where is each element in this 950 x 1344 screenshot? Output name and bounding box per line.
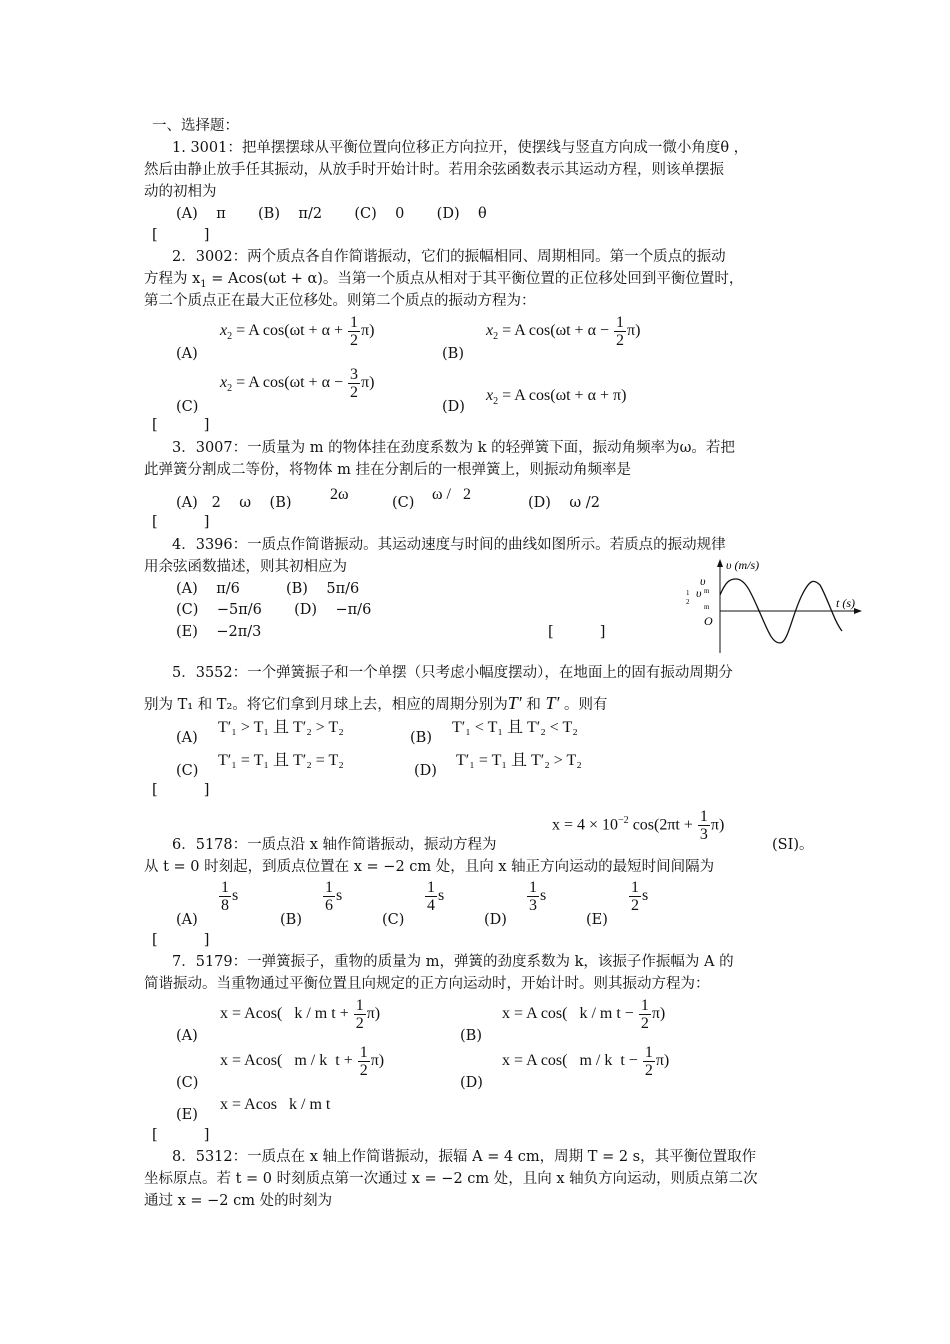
q4-line-2: 用余弦函数描述，则其初相应为 xyxy=(144,559,347,575)
q5-label-a: (A) xyxy=(176,730,198,746)
q3-line-2: 此弹簧分割成二等份，将物体 m 挂在分割后的一根弹簧上，则振动角频率是 xyxy=(144,462,631,478)
q2-answer-bracket: [ ] xyxy=(152,417,210,433)
q2-line-2: 方程为 $x_1 = Acos(\omega t + \alpha)$。当第一个质点从相对于其平衡位置的正位移处回到平衡位置时， xyxy=(144,271,744,290)
q8-line-3: 通过 x = −2 cm 处的时刻为 xyxy=(144,1193,333,1209)
q4-options-row-1: (A) π/6 (B) 5π/6 xyxy=(176,581,360,597)
q6-option-label: (C) xyxy=(382,912,405,928)
q6-option-label: (B) xyxy=(280,912,302,928)
q4-options-row-2: (C) −5π/6 (D) −π/6 xyxy=(176,602,372,618)
q2-line-1: 2．3002：两个质点各自作简谐振动，它们的振幅相同、周期相同。第一个质点的振动 xyxy=(172,249,726,265)
q2-equation-b: $x_2 = A$ cos(ωt + α − $\frac{1}{2}$ π) xyxy=(486,313,641,349)
q5-option-a: T′₁ > T₁ 且 T′₂ > T₂ xyxy=(218,719,344,736)
q5-label-b: (B) xyxy=(410,730,432,746)
q1-options: (A) π (B) π/2 (C) 0 (D) θ xyxy=(176,206,487,222)
q5-option-b: T′₁ < T₁ 且 T′₂ < T₂ xyxy=(452,719,578,736)
q8-line-1: 8．5312：一质点在 x 轴上作简谐振动，振辐 A = 4 cm，周期 T = 2 s，其平衡位置取作 xyxy=(172,1149,757,1165)
q6-option-value: $\frac{1}{3}$ s xyxy=(529,878,547,914)
q5-line-2: 别为 T₁ 和 T₂。将它们拿到月球上去，相应的周期分别为T′ 和 T′ 。则有 xyxy=(144,693,608,713)
q1-line-1: 1. 3001：把单摆摆球从平衡位置向位移正方向拉开，使摆线与竖直方向成一微小角度θ ， xyxy=(172,140,749,156)
q7-label-a: (A) xyxy=(176,1028,198,1044)
q3-option-a-b: (A) 2 ω (B) xyxy=(176,495,292,511)
q2-equation-c: $x_2 = A$ cos(ωt + α − $\frac{3}{2}$ π) xyxy=(220,365,375,401)
q6-option-label: (E) xyxy=(586,912,608,928)
q1-answer-bracket: [ ] xyxy=(152,227,210,243)
q3-option-c-value: ω / 2 xyxy=(432,486,471,503)
q7-label-c: (C) xyxy=(176,1075,199,1091)
graph-v-sub-m: m xyxy=(704,587,710,595)
q3-line-1: 3．3007：一质量为 m 的物体挂在劲度系数为 k 的轻弹簧下面，振动角频率为ω。若把 xyxy=(172,440,735,456)
q5-option-d: T′₁ = T₁ 且 T′₂ > T₂ xyxy=(456,752,582,769)
q4-line-1: 4．3396：一质点作简谐振动。其运动速度与时间的曲线如图所示。若质点的振动规律 xyxy=(172,537,726,553)
q6-option-label: (A) xyxy=(176,912,198,928)
section-title: 一、选择题： xyxy=(152,118,239,134)
q7-line-2: 简谐振动。当重物通过平衡位置且向规定的正方向运动时，开始计时。则其振动方程为： xyxy=(144,976,710,992)
q3-answer-bracket: [ ] xyxy=(152,514,210,530)
graph-v-max-label: υ xyxy=(700,574,706,588)
graph-v-axis-arrow xyxy=(717,559,723,567)
q3-label-c: (C) xyxy=(392,495,415,511)
q6-option-value: $\frac{1}{4}$ s xyxy=(427,878,445,914)
q6-si-unit: (SI)。 xyxy=(772,837,814,853)
q5-label-c: (C) xyxy=(176,763,199,779)
q7-label-b: (B) xyxy=(460,1028,482,1044)
q5-option-c: T′₁ = T₁ 且 T′₂ = T₂ xyxy=(218,752,344,769)
q5-answer-bracket: [ ] xyxy=(152,782,210,798)
q2-label-d: (D) xyxy=(442,399,465,415)
q7-label-e: (E) xyxy=(176,1107,198,1123)
q7-equation-c: x = Acos( m / k t + $\frac{1}{2}$ π) xyxy=(220,1043,385,1079)
q2-label-a: (A) xyxy=(176,346,198,362)
q6-equation: $x = 4 \times 10^{-2}$ cos(2πt + $\frac{1}{3}$ π) xyxy=(552,808,725,844)
q7-equation-e: x = Acos k / m t xyxy=(220,1096,331,1113)
q6-line-2: 从 t = 0 时刻起，到质点位置在 x = −2 cm 处，且向 x 轴正方向运动的最短时间间隔为 xyxy=(144,859,715,875)
q1-line-2: 然后由静止放手任其振动，从放手时开始计时。若用余弦函数表示其运动方程，则该单摆振 xyxy=(144,162,724,178)
q7-line-1: 7．5179：一弹簧振子，重物的质量为 m，弹簧的劲度系数为 k，该振子作振幅为 A 的 xyxy=(172,954,734,970)
q2-equation-a: $x_2 = A$ cos(ωt + α + $\frac{1}{2}$ π) xyxy=(220,313,375,349)
graph-t-axis-label: t (s) xyxy=(836,596,855,610)
q7-equation-b: x = A cos( k / m t − $\frac{1}{2}$ π) xyxy=(502,996,666,1032)
q4-options-row-3: (E) −2π/3 xyxy=(176,624,262,640)
q2-label-b: (B) xyxy=(442,346,464,362)
q6-option-value: $\frac{1}{2}$ s xyxy=(631,878,649,914)
q6-option-value: $\frac{1}{6}$ s xyxy=(325,878,343,914)
q6-option-value: $\frac{1}{8}$ s xyxy=(221,878,239,914)
q8-line-2: 坐标原点。若 t = 0 时刻质点第一次通过 x = −2 cm 处，且向 x 轴负方向运动，则质点第二次 xyxy=(144,1171,758,1187)
graph-origin-label: O xyxy=(704,614,713,628)
q7-answer-bracket: [ ] xyxy=(152,1127,210,1143)
q2-label-c: (C) xyxy=(176,399,199,415)
velocity-time-graph xyxy=(680,555,870,655)
graph-half-denominator: 2 xyxy=(686,598,690,606)
q1-line-3: 动的初相为 xyxy=(144,184,217,200)
graph-half-numerator: 1 xyxy=(686,589,690,597)
q6-line-1: 6．5178：一质点沿 x 轴作简谐振动，振动方程为 xyxy=(172,837,497,853)
q2-line-3: 第二个质点正在最大正位移处。则第二个质点的振动方程为： xyxy=(144,293,536,309)
graph-t-axis-arrow xyxy=(854,608,862,614)
q5-label-d: (D) xyxy=(414,763,437,779)
q7-equation-a: x = Acos( k / m t + $\frac{1}{2}$ π) xyxy=(220,996,381,1032)
graph-v-axis-label: υ (m/s) xyxy=(726,558,760,572)
graph-v-sub-m-2: m xyxy=(704,603,710,611)
q3-option-b-value: 2ω xyxy=(330,486,349,503)
q2-equation-d: $x_2 = A$ cos(ωt + α + π) xyxy=(486,387,627,408)
q3-option-d: (D) ω /2 xyxy=(528,495,600,511)
q6-option-label: (D) xyxy=(484,912,507,928)
q7-label-d: (D) xyxy=(460,1075,483,1091)
q7-equation-d: x = A cos( m / k t − $\frac{1}{2}$ π) xyxy=(502,1043,670,1079)
q6-answer-bracket: [ ] xyxy=(152,932,210,948)
graph-v-half-label: υ xyxy=(696,586,702,600)
q4-answer-bracket: [ ] xyxy=(548,624,606,640)
q5-line-1: 5．3552：一个弹簧振子和一个单摆（只考虑小幅度摆动），在地面上的固有振动周期分 xyxy=(172,665,733,681)
